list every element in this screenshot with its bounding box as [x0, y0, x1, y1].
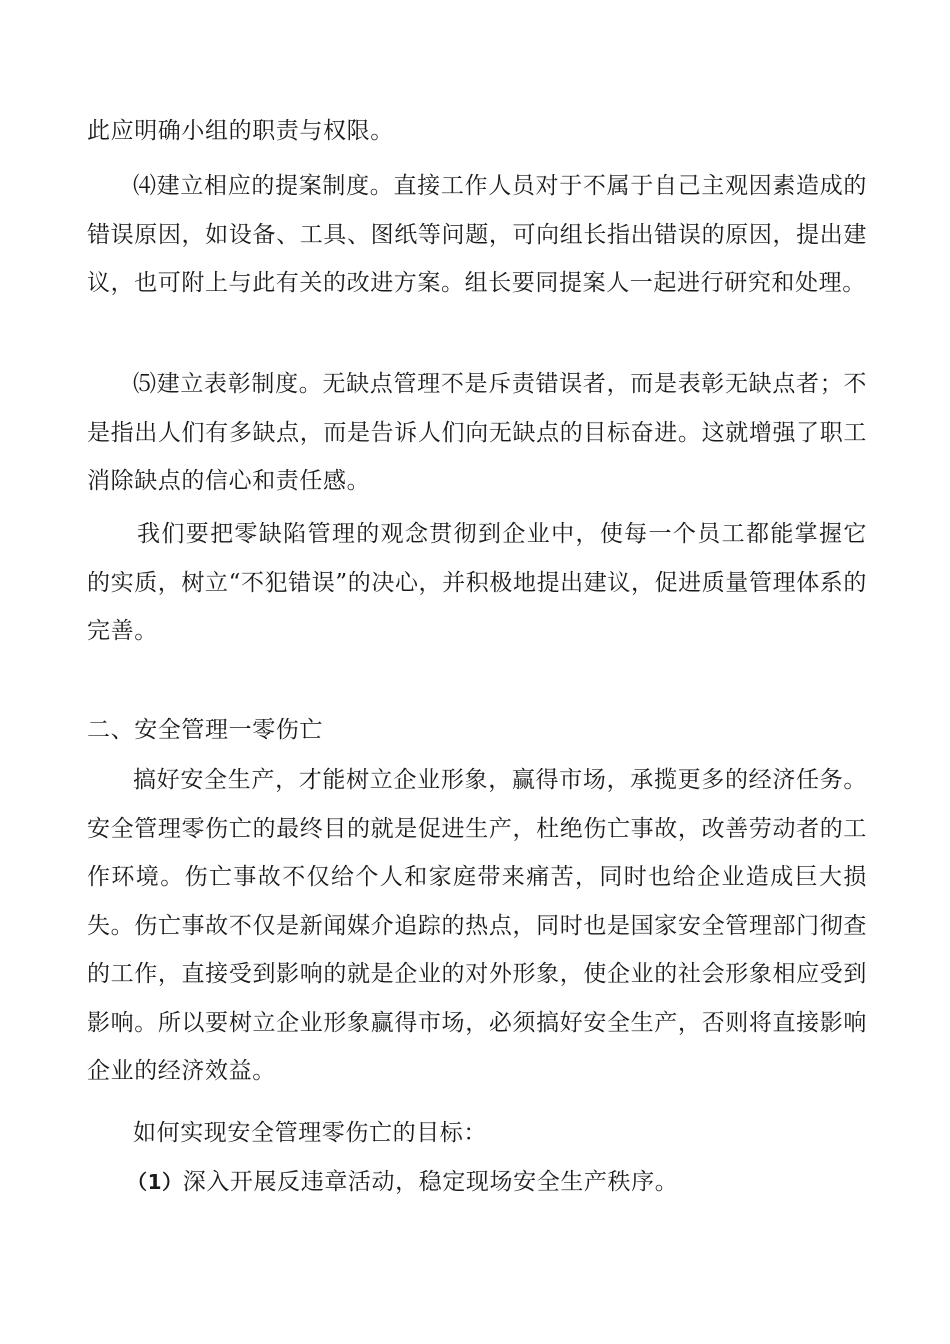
paragraph-continuation: 此应明确小组的职责与权限。 [87, 118, 394, 144]
section-heading: 二、安全管理一零伤亡 [87, 717, 323, 743]
paragraph-proposal-system: ⑷建立相应的提案制度。直接工作人员对于不属于自己主观因素造成的错误原因，如设备、工具、图纸等问题，可向组长指出错误的原因，提出建议，也可附上与此有关的改进方案。组长要同提案人一起进行研究和处理。 [87, 173, 867, 296]
paragraph-safety-production: 搞好安全生产，才能树立企业形象，赢得市场，承揽更多的经济任务。安全管理零伤亡的最终目的就是促进生产，杜绝伤亡事故，改善劳动者的工作环境。伤亡事故不仅给个人和家庭带来痛苦，同时也给企业造成巨大损失。伤亡事故不仅是新闻媒介追踪的热点，同时也是国家安全管理部门彻查的工作，直接受到影响的就是企业的对外形象，使企业的社会形象相应受到影响。所以要树立企业形象赢得市场，必须搞好安全生产，否则将直接影响企业的经济效益。 [87, 767, 867, 1084]
paragraph-how-to-achieve: 如何实现安全管理零伤亡的目标： [133, 1120, 487, 1146]
list-item-number: （1） [127, 1170, 183, 1194]
paragraph-commendation-system: ⑸建立表彰制度。无缺点管理不是斥责错误者，而是表彰无缺点者；不是指出人们有多缺点，而是告诉人们向无缺点的目标奋进。这就增强了职工消除缺点的信心和责任感。 [87, 371, 867, 494]
paragraph-zero-defect-summary: 我们要把零缺陷管理的观念贯彻到企业中，使每一个员工都能掌握它的实质，树立“不犯错误”的决心，并积极地提出建议，促进质量管理体系的完善。 [87, 521, 867, 644]
list-item-1 [87, 1158, 867, 1207]
list-item-text: 深入开展反违章活动，稳定现场安全生产秩序。 [182, 1169, 679, 1195]
